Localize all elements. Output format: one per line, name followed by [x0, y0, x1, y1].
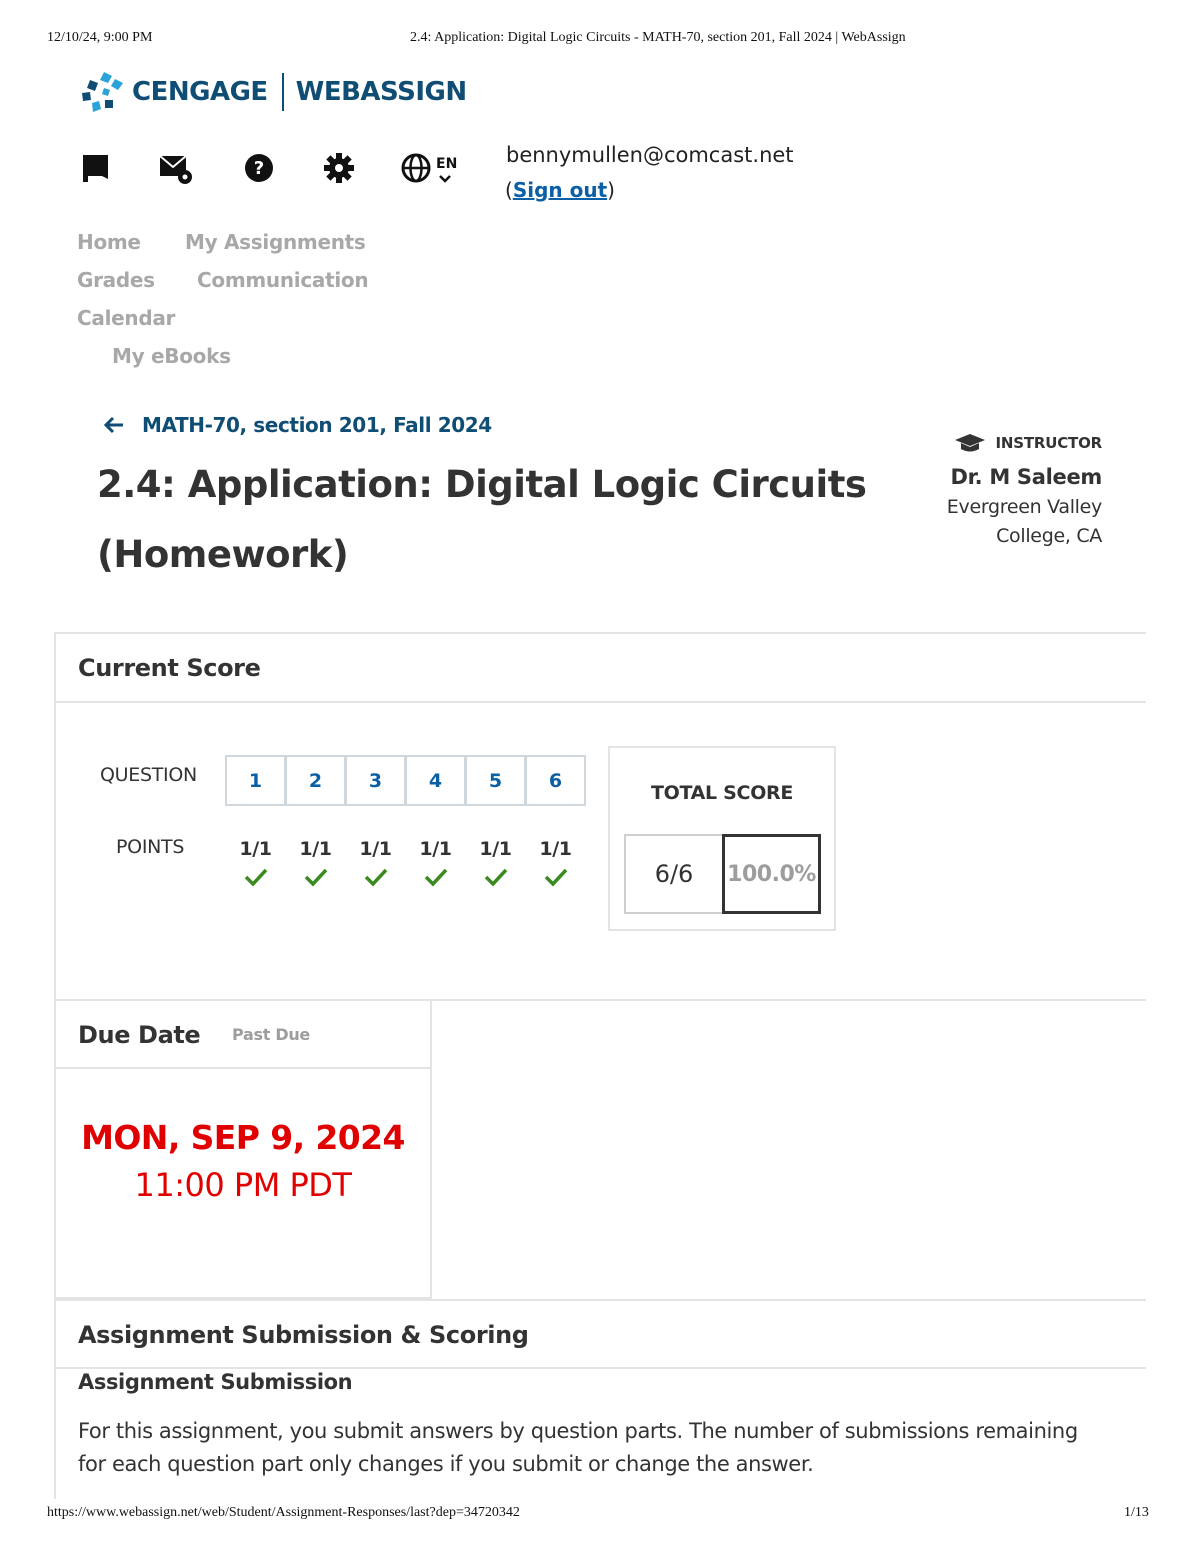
question-1-button[interactable]: 1	[225, 755, 286, 806]
question-3-button[interactable]: 3	[345, 755, 406, 806]
title-line-2: (Homework)	[97, 533, 349, 576]
past-due-badge: Past Due	[232, 1025, 310, 1044]
webassign-wordmark: WEBASSIGN	[295, 77, 467, 107]
total-score-label: TOTAL SCORE	[650, 782, 794, 804]
signout-link[interactable]: Sign out	[512, 178, 608, 202]
nav-grades[interactable]: Grades	[77, 268, 155, 292]
checkmark-icon	[345, 866, 406, 888]
checkmark-icon	[225, 866, 286, 888]
school-line-2: College, CA	[996, 525, 1102, 547]
nav-calendar[interactable]: Calendar	[77, 306, 176, 330]
nav-home[interactable]: Home	[77, 230, 141, 254]
instructor-label-text: INSTRUCTOR	[995, 434, 1102, 452]
total-score-percent: 100.0%	[722, 834, 821, 914]
nav-my-ebooks[interactable]: My eBooks	[112, 344, 231, 368]
course-name: MATH-70, section 201, Fall 2024	[142, 413, 492, 437]
nav-communication[interactable]: Communication	[197, 268, 369, 292]
title-line-1: 2.4: Application: Digital Logic Circuits	[97, 463, 867, 506]
question-6-points: 1/1	[539, 838, 572, 860]
due-date-value: MON, SEP 9, 2024	[81, 1118, 405, 1157]
signout-suffix: )	[607, 178, 615, 202]
submission-heading: Assignment Submission	[78, 1370, 353, 1394]
checkmark-icon	[285, 866, 346, 888]
nav-my-assignments[interactable]: My Assignments	[185, 230, 366, 254]
user-email: bennymullen@comcast.net	[506, 143, 794, 167]
question-2-points: 1/1	[299, 838, 332, 860]
due-time-value: 11:00 PM PDT	[134, 1166, 352, 1204]
message-settings-icon[interactable]	[158, 150, 194, 186]
globe-icon[interactable]	[398, 150, 434, 186]
question-1-points: 1/1	[239, 838, 272, 860]
chevron-down-icon	[438, 174, 452, 184]
submission-header	[56, 1301, 1146, 1369]
current-score-panel	[54, 632, 1146, 1001]
cengage-logo-icon	[80, 70, 126, 114]
question-3-points: 1/1	[359, 838, 392, 860]
print-page-number: 1/13	[1124, 1505, 1149, 1520]
question-6-button[interactable]: 6	[525, 755, 586, 806]
print-url: https://www.webassign.net/web/Student/Assignment-Responses/last?dep=34720342	[47, 1505, 520, 1520]
cengage-webassign-logo[interactable]	[80, 70, 467, 114]
signout-prefix: (	[505, 178, 513, 202]
question-4-button[interactable]: 4	[405, 755, 466, 806]
logo-divider	[282, 73, 284, 111]
svg-text:?: ?	[253, 158, 265, 179]
gear-icon[interactable]	[321, 150, 357, 186]
question-5-button[interactable]: 5	[465, 755, 526, 806]
checkmark-icon	[525, 866, 586, 888]
question-2-button[interactable]: 2	[285, 755, 346, 806]
total-score-value: 6/6	[624, 834, 724, 914]
current-score-header	[56, 634, 1146, 703]
instructor-name: Dr. M Saleem	[950, 465, 1102, 489]
question-4-points: 1/1	[419, 838, 452, 860]
checkmark-icon	[465, 866, 526, 888]
submission-title: Assignment Submission & Scoring	[78, 1321, 529, 1349]
submission-body: For this assignment, you submit answers by question parts. The number of submissions remaining for each question part only changes if you submit or change the answer.	[78, 1419, 1078, 1476]
flag-icon[interactable]	[78, 150, 114, 186]
help-icon[interactable]	[241, 150, 277, 186]
signout-wrapper	[505, 178, 615, 202]
instructor-block	[842, 433, 1102, 551]
arrow-left-icon	[102, 413, 126, 437]
language-selector[interactable]: EN	[436, 156, 458, 172]
current-score-title: Current Score	[78, 654, 261, 682]
instructor-school	[842, 493, 1102, 551]
due-date-title: Due Date	[78, 1021, 201, 1049]
course-back-link[interactable]	[102, 413, 492, 437]
print-page-title: 2.4: Application: Digital Logic Circuits - MATH-70, section 201, Fall 2024 | WebAssign	[410, 30, 906, 45]
cengage-wordmark: CENGAGE	[132, 77, 268, 107]
school-line-1: Evergreen Valley	[946, 496, 1102, 518]
question-5-points: 1/1	[479, 838, 512, 860]
question-row-label: QUESTION	[100, 764, 197, 786]
total-score-box	[608, 746, 836, 931]
page-title	[97, 450, 877, 590]
graduation-cap-icon	[954, 433, 986, 453]
print-date: 12/10/24, 9:00 PM	[47, 30, 153, 45]
instructor-label	[842, 433, 1102, 453]
points-row-label: POINTS	[116, 836, 185, 858]
checkmark-icon	[405, 866, 466, 888]
